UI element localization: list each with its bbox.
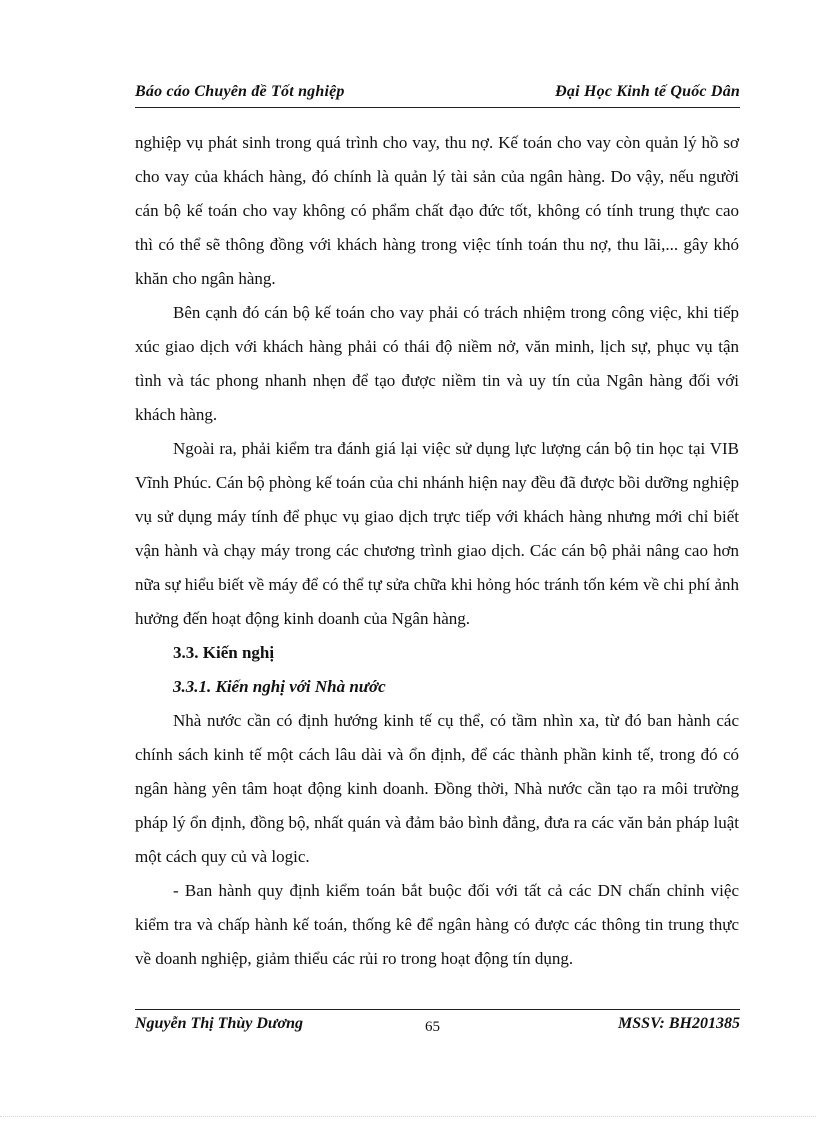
subsection-heading: 3.3.1. Kiến nghị với Nhà nước bbox=[173, 677, 386, 696]
header-divider bbox=[135, 107, 740, 108]
page-boundary-line bbox=[0, 1116, 816, 1117]
page-header bbox=[135, 83, 740, 101]
section-heading: 3.3. Kiến nghị bbox=[173, 643, 275, 662]
bullet-paragraph: - Ban hành quy định kiểm toán bắt buộc đối với tất cả các DN chấn chỉnh việc kiểm tra và chấp hành kế toán, thống kê để ngân hàng có được các thông tin trung thực về doanh nghiệp, giảm thiểu các rủi ro trong hoạt động tín dụng. bbox=[135, 881, 739, 968]
page-number: 65 bbox=[425, 1019, 440, 1035]
document-body bbox=[135, 126, 739, 976]
paragraph-continuation: nghiệp vụ phát sinh trong quá trình cho vay, thu nợ. Kế toán cho vay còn quản lý hồ sơ cho vay của khách hàng, đó chính là quản lý tài sản của ngân hàng. Do vậy, nếu người cán bộ kế toán cho vay không có phẩm chất đạo đức tốt, không có tính trung thực cao thì có thể sẽ thông đồng với khách hàng trong việc tính toán thu nợ, thu lãi,... gây khó khăn cho ngân hàng. bbox=[135, 133, 739, 288]
paragraph: Bên cạnh đó cán bộ kế toán cho vay phải có trách nhiệm trong công việc, khi tiếp xúc giao dịch với khách hàng phải có thái độ niềm nở, văn minh, lịch sự, phục vụ tận tình và tác phong nhanh nhẹn để tạo được niềm tin và uy tín của Ngân hàng đối với khách hàng. bbox=[135, 303, 739, 424]
page-footer bbox=[135, 1015, 740, 1039]
paragraph: Nhà nước cần có định hướng kinh tế cụ thể, có tầm nhìn xa, từ đó ban hành các chính sách kinh tế một cách lâu dài và ổn định, để các thành phần kinh tế, trong đó có ngân hàng yên tâm hoạt động kinh doanh. Đồng thời, Nhà nước cần tạo ra môi trường pháp lý ổn định, đồng bộ, nhất quán và đảm bảo bình đẳng, đưa ra các văn bản pháp luật một cách quy củ và logic. bbox=[135, 711, 739, 866]
header-report-title: Báo cáo Chuyên đề Tốt nghiệp bbox=[135, 83, 345, 100]
footer-student-id: MSSV: BH201385 bbox=[618, 1015, 740, 1032]
footer-author: Nguyễn Thị Thùy Dương bbox=[135, 1015, 303, 1032]
header-university: Đại Học Kinh tế Quốc Dân bbox=[555, 83, 740, 100]
paragraph: Ngoài ra, phải kiểm tra đánh giá lại việc sử dụng lực lượng cán bộ tin học tại VIB Vĩnh Phúc. Cán bộ phòng kế toán của chi nhánh hiện nay đều đã được bồi dưỡng nghiệp vụ sử dụng máy tính để phục vụ giao dịch trực tiếp với khách hàng nhưng mới chỉ biết vận hành và chạy máy trong các chương trình giao dịch. Các cán bộ phải nâng cao hơn nữa sự hiểu biết về máy để có thể tự sửa chữa khi hỏng hóc tránh tốn kém về chi phí ảnh hưởng đến hoạt động kinh doanh của Ngân hàng. bbox=[135, 439, 739, 628]
footer-divider bbox=[135, 1009, 740, 1010]
